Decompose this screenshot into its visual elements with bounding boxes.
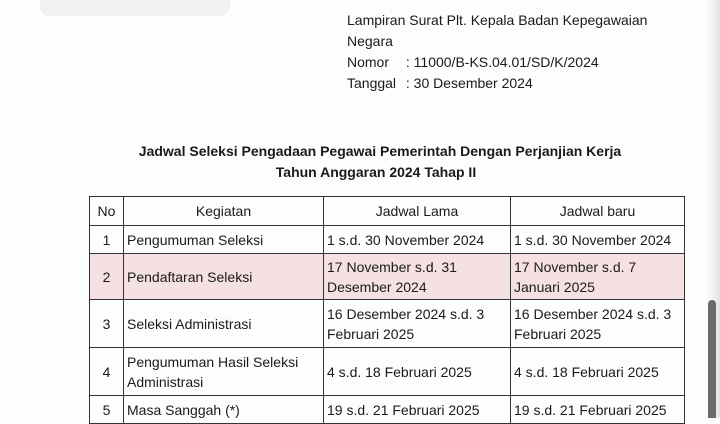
- row-jadwal-lama: 19 s.d. 21 Februari 2025: [324, 396, 511, 424]
- row-kegiatan: Pengumuman Hasil Seleksi Administrasi: [124, 348, 324, 396]
- tanggal-value: : 30 Desember 2024: [405, 75, 533, 91]
- row-kegiatan: Masa Sanggah (*): [124, 396, 324, 424]
- document-title: Jadwal Seleksi Pengadaan Pegawai Pemerintah Dengan Perjanjian Kerja: [138, 143, 622, 159]
- header-jadwal-lama: Jadwal Lama: [324, 197, 511, 226]
- row-jadwal-baru: 4 s.d. 18 Februari 2025: [511, 348, 685, 396]
- row-jadwal-baru: 1 s.d. 30 November 2024: [511, 226, 685, 254]
- row-no: 2: [90, 254, 124, 300]
- nomor-line: [347, 52, 707, 73]
- lampiran-line: Lampiran Surat Plt. Kepala Badan Kepegawaian: [347, 12, 648, 28]
- row-no: 5: [90, 396, 124, 424]
- table-row-highlighted: [90, 254, 685, 300]
- scrollbar-thumb[interactable]: [708, 300, 716, 418]
- row-no: 1: [90, 226, 124, 254]
- row-no: 4: [90, 348, 124, 396]
- lampiran-block: [347, 10, 707, 94]
- row-jadwal-lama: 17 November s.d. 31 Desember 2024: [324, 254, 511, 300]
- nomor-label: Nomor: [347, 54, 390, 70]
- row-kegiatan: Pendaftaran Seleksi: [124, 254, 324, 300]
- row-no: 3: [90, 300, 124, 348]
- document-subtitle: Tahun Anggaran 2024 Tahap II: [275, 164, 477, 180]
- row-kegiatan: Seleksi Administrasi: [124, 300, 324, 348]
- nomor-value: : 11000/B-KS.04.01/SD/K/2024: [405, 54, 599, 70]
- table-row: [90, 348, 685, 396]
- row-jadwal-lama: 1 s.d. 30 November 2024: [324, 226, 511, 254]
- row-jadwal-baru: 16 Desember 2024 s.d. 3 Februari 2025: [511, 300, 685, 348]
- row-jadwal-baru: 19 s.d. 21 Februari 2025: [511, 396, 685, 424]
- header-kegiatan: Kegiatan: [124, 197, 324, 226]
- schedule-table: [89, 196, 685, 424]
- tanggal-line: [347, 73, 707, 94]
- top-smudge: [40, 0, 230, 16]
- table-row: [90, 396, 685, 424]
- row-kegiatan: Pengumuman Seleksi: [124, 226, 324, 254]
- table-row: [90, 300, 685, 348]
- table-row: [90, 226, 685, 254]
- tanggal-label: Tanggal: [347, 75, 397, 91]
- row-jadwal-lama: 16 Desember 2024 s.d. 3 Februari 2025: [324, 300, 511, 348]
- row-jadwal-lama: 4 s.d. 18 Februari 2025: [324, 348, 511, 396]
- header-jadwal-baru: Jadwal baru: [511, 197, 685, 226]
- lampiran-line-2: Negara: [347, 33, 393, 49]
- row-jadwal-baru: 17 November s.d. 7 Januari 2025: [511, 254, 685, 300]
- table-header-row: [90, 197, 685, 226]
- header-no: No: [90, 197, 124, 226]
